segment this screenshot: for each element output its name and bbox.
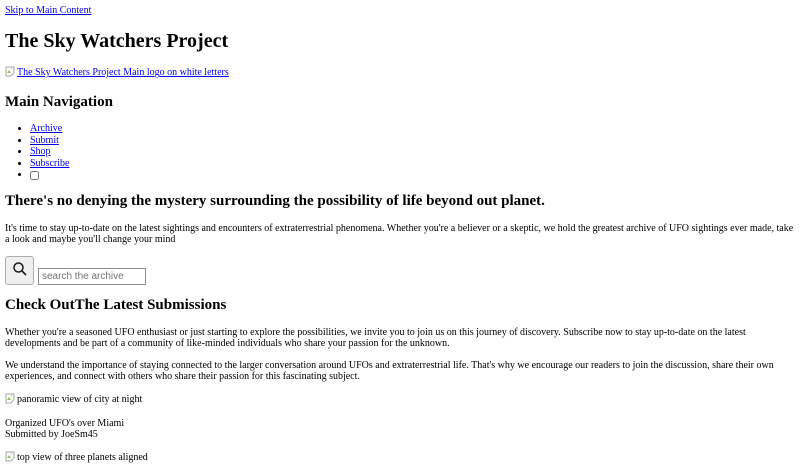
hero-heading: There's no denying the mystery surrounding the possibility of life beyond out planet. <box>5 193 545 210</box>
nav-link-shop[interactable]: Shop <box>30 146 51 158</box>
search-input[interactable] <box>38 268 146 285</box>
submission-byline: Submitted by JoeSm45 <box>5 429 98 441</box>
list-item <box>30 135 795 147</box>
nav-checkbox[interactable] <box>30 171 39 180</box>
broken-image-icon <box>5 451 15 466</box>
hero-paragraph: It's time to stay up-to-date on the latest sightings and encounters of extraterrestrial phenomena. Whether you're a believer or a skeptic, we hold the greatest archive of UFO sightings ever made, take a look and maybe you'll change your mind <box>5 222 794 246</box>
submission-image-line <box>5 393 795 408</box>
broken-image-icon <box>5 393 15 408</box>
list-item <box>30 158 795 170</box>
search-bar <box>5 256 795 285</box>
search-icon <box>11 260 29 281</box>
submission-caption <box>5 418 795 441</box>
nav-link-archive[interactable]: Archive <box>30 123 63 135</box>
list-item <box>30 169 795 181</box>
page-title: The Sky Watchers Project <box>5 29 229 52</box>
submission-image-alt: panoramic view of city at night <box>17 393 143 405</box>
latest-paragraph-2: We understand the importance of staying connected to the larger conversation around UFOs and extraterrestrial life. That's why we encourage our readers to join the discussion, share their own experiences, and connect with others who share their passion for this fascinating subject. <box>5 359 774 383</box>
nav-link-subscribe[interactable]: Subscribe <box>30 157 70 169</box>
nav-link-submit[interactable]: Submit <box>30 134 59 146</box>
list-item <box>30 146 795 158</box>
main-navigation-list <box>5 123 795 181</box>
skip-to-main-content-link[interactable]: Skip to Main Content <box>5 5 92 16</box>
logo-link[interactable] <box>5 67 229 78</box>
broken-image-icon <box>5 66 15 81</box>
latest-paragraph-1: Whether you're a seasoned UFO enthusiast or just starting to explore the possibilities, we invite you to join us on this journey of discovery. Subscribe now to stay up-to-date on the latest developments and be part of a community of like-minded individuals who share your passion for the unknown. <box>5 326 746 350</box>
submission-image-alt: top view of three planets aligned <box>17 451 148 463</box>
submission-title: Organized UFO's over Miami <box>5 417 125 429</box>
list-item <box>30 123 795 135</box>
search-button[interactable] <box>5 256 34 285</box>
logo-alt-text: The Sky Watchers Project Main logo on white letters <box>17 67 229 79</box>
submission-image-line <box>5 451 795 466</box>
logo-line <box>5 66 795 81</box>
nav-heading: Main Navigation <box>5 93 113 110</box>
latest-submissions-heading: Check OutThe Latest Submissions <box>5 297 227 314</box>
